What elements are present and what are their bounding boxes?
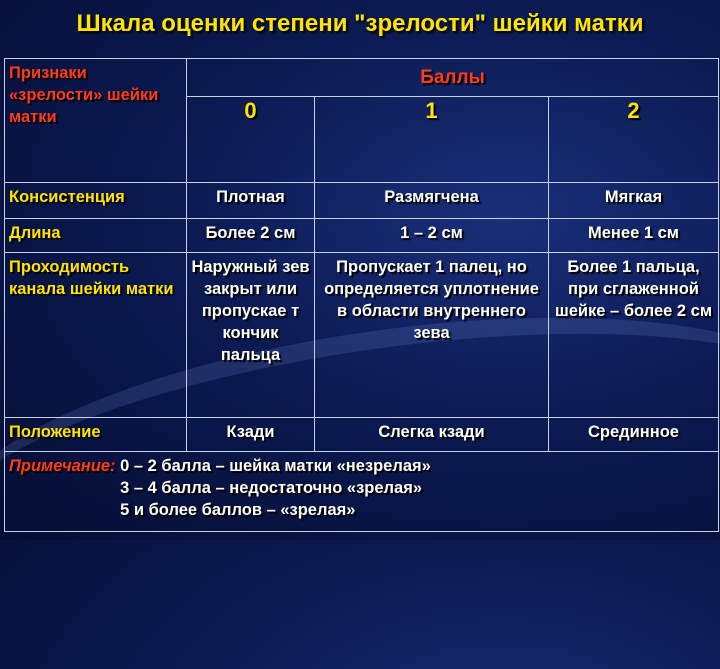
table-cell: Более 2 см <box>187 219 315 253</box>
score-0-header: 0 <box>187 97 315 183</box>
row-label: Положение <box>5 418 187 452</box>
table-row <box>5 418 719 452</box>
maturity-scale-table <box>4 58 719 532</box>
table-row <box>5 253 719 418</box>
criteria-header: Признаки «зрелости» шейки матки <box>5 59 187 183</box>
table-cell: Кзади <box>187 418 315 452</box>
table-cell: Наружный зев закрыт или пропускае т кончик пальца <box>187 253 315 418</box>
table-cell: Пропускает 1 палец, но определяется уплотнение в области внутреннего зева <box>315 253 549 418</box>
table-row <box>5 183 719 219</box>
table-row <box>5 219 719 253</box>
points-header: Баллы <box>187 59 719 97</box>
note-cell <box>5 452 719 532</box>
note-line: 0 – 2 балла – шейка матки «незрелая» <box>120 457 431 475</box>
table-cell: Менее 1 см <box>549 219 719 253</box>
row-label: Проходимость канала шейки матки <box>5 253 187 418</box>
note-line: 5 и более баллов – «зрелая» <box>120 501 356 519</box>
table-cell: Мягкая <box>549 183 719 219</box>
note-lines <box>120 455 431 521</box>
note-label: Примечание: <box>9 457 116 475</box>
row-label: Длина <box>5 219 187 253</box>
table-cell: 1 – 2 см <box>315 219 549 253</box>
score-2-header: 2 <box>549 97 719 183</box>
slide-title: Шкала оценки степени "зрелости" шейки матки <box>76 10 644 37</box>
table-cell: Размягчена <box>315 183 549 219</box>
row-label: Консистенция <box>5 183 187 219</box>
table-cell: Плотная <box>187 183 315 219</box>
table-cell: Срединное <box>549 418 719 452</box>
score-1-header: 1 <box>315 97 549 183</box>
table-cell: Слегка кзади <box>315 418 549 452</box>
note-line: 3 – 4 балла – недостаточно «зрелая» <box>120 479 422 497</box>
table-cell: Более 1 пальца, при сглаженной шейке – более 2 см <box>549 253 719 418</box>
note-row <box>5 452 719 532</box>
